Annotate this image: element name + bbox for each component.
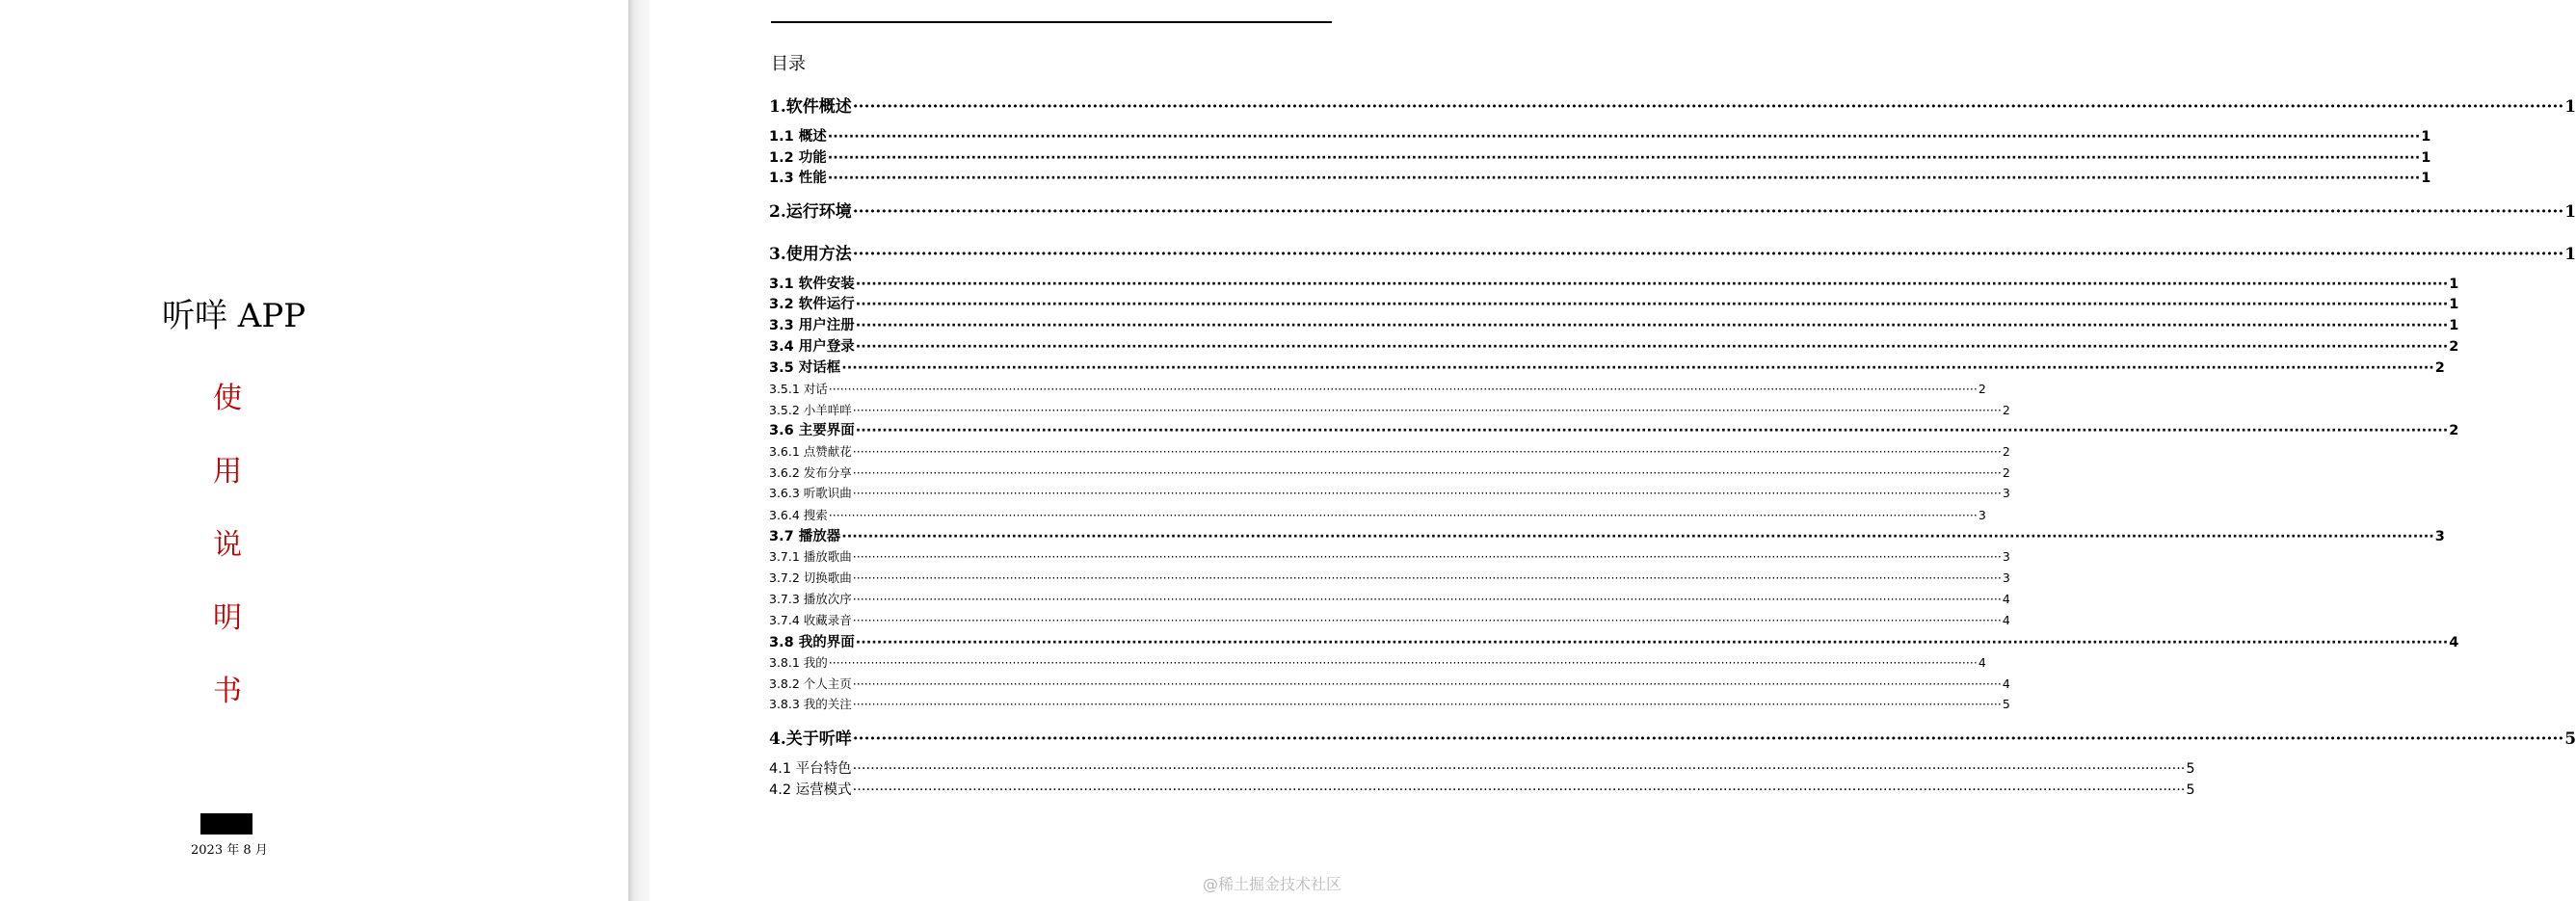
cover-page — [0, 0, 628, 901]
toc-leader-dots: ············································································································································································································································································································ — [855, 297, 2449, 312]
toc-entry-label: 3.使用方法 — [769, 245, 852, 264]
page-gutter — [628, 0, 650, 901]
toc-entry[interactable] — [769, 611, 2010, 628]
toc-leader-dots: ············································································································································································································································································································ — [855, 318, 2449, 333]
toc-entry[interactable] — [769, 401, 2010, 418]
toc-entry[interactable] — [769, 380, 1986, 397]
toc-entry-label: 3.5.1 对话 — [769, 382, 828, 396]
toc-entry-page: 3 — [2002, 549, 2010, 564]
toc-entry-page: 4 — [2002, 613, 2010, 627]
toc-page — [650, 0, 2576, 901]
cover-subtitle-char: 书 — [213, 675, 242, 708]
toc-entry-label: 3.6.3 听歌识曲 — [769, 486, 852, 500]
toc-entry-label: 3.7.4 收藏录音 — [769, 613, 852, 627]
toc-entry-label: 4.1 平台特色 — [769, 761, 852, 777]
toc-entry[interactable] — [769, 293, 2459, 313]
toc-entry-page: 1 — [2449, 277, 2459, 292]
toc-entry-page: 3 — [2434, 529, 2445, 544]
toc-leader-dots: ············································································································································································································································································································ — [855, 277, 2449, 292]
toc-entry-label: 1.2 功能 — [769, 150, 827, 166]
toc-leader-dots: ············································································································································································································································································································ — [855, 635, 2449, 650]
toc-entry[interactable] — [769, 779, 2195, 799]
toc-entry[interactable] — [769, 167, 2431, 187]
toc-entry[interactable] — [769, 419, 2459, 439]
toc-leader-dots: ············································································································································································································································································································ — [852, 782, 2186, 798]
toc-entry-label: 3.7 播放器 — [769, 529, 841, 544]
toc-entry-page: 4 — [2002, 592, 2010, 606]
toc-entry[interactable] — [769, 675, 2010, 692]
toc-entry[interactable] — [769, 653, 1986, 671]
toc-entry[interactable] — [769, 725, 2576, 749]
toc-entry-page: 2 — [1978, 382, 1986, 396]
toc-entry-page: 3 — [1978, 508, 1986, 522]
header-rule — [771, 21, 1332, 23]
toc-leader-dots: ············································································································································································································································································································ — [852, 613, 2002, 627]
toc-entry-page: 4 — [2002, 676, 2010, 691]
toc-entry-page: 1 — [2564, 97, 2576, 117]
toc-entry-label: 3.6.2 发布分享 — [769, 465, 852, 480]
toc-entry-label: 3.5.2 小羊咩咩 — [769, 403, 852, 417]
cover-date: 2023 年 8 月 — [191, 843, 268, 858]
toc-entry[interactable] — [769, 464, 2010, 481]
toc-entry-page: 3 — [2002, 570, 2010, 585]
toc-entry[interactable] — [769, 335, 2459, 356]
toc-entry-label: 3.7.1 播放歌曲 — [769, 549, 852, 564]
toc-entry-page: 4 — [2449, 635, 2459, 650]
toc-entry-page: 1 — [2421, 171, 2431, 186]
toc-entry-page: 1 — [2421, 129, 2431, 145]
toc-entry-page: 5 — [2564, 729, 2576, 749]
toc-leader-dots: ············································································································································································································································································································ — [828, 382, 1978, 396]
toc-entry[interactable] — [769, 547, 2010, 565]
toc-leader-dots: ············································································································································································································································································································ — [852, 444, 2002, 459]
watermark: @稀土掘金技术社区 — [1202, 875, 1341, 893]
toc-entry-page: 2 — [2434, 360, 2445, 376]
toc-entry-label: 3.6.4 搜索 — [769, 508, 828, 522]
cover-subtitle-char: 说 — [213, 528, 242, 562]
toc-entry-page: 1 — [2421, 150, 2431, 166]
toc-entry[interactable] — [769, 525, 2445, 545]
toc-entry-page: 2 — [2449, 339, 2459, 355]
toc-leader-dots: ············································································································································································································································································································ — [841, 529, 2434, 544]
toc-leader-dots: ············································································································································································································································································································ — [841, 360, 2434, 376]
toc-leader-dots: ············································································································································································································································································································ — [852, 697, 2002, 711]
toc-entry-page: 5 — [2186, 782, 2195, 798]
toc-entry-page: 5 — [2186, 761, 2195, 777]
toc-entry[interactable] — [769, 93, 2576, 117]
toc-leader-dots: ············································································································································································································································································································ — [827, 150, 2421, 166]
toc-entry[interactable] — [769, 590, 2010, 607]
toc-heading: 目录 — [771, 54, 806, 74]
toc-entry-label: 3.7.2 切换歌曲 — [769, 570, 852, 585]
toc-entry[interactable] — [769, 198, 2576, 222]
toc-leader-dots: ············································································································································································································································································································ — [852, 202, 2564, 222]
toc-leader-dots: ············································································································································································································································································································ — [852, 486, 2002, 500]
toc-entry-label: 1.软件概述 — [769, 97, 852, 117]
toc-leader-dots: ············································································································································································································································································································ — [827, 171, 2421, 186]
toc-leader-dots: ············································································································································································································································································································ — [852, 592, 2002, 606]
toc-entry-label: 3.4 用户登录 — [769, 339, 855, 355]
toc-entry-label: 3.6.1 点赞献花 — [769, 444, 852, 459]
toc-entry[interactable] — [769, 484, 2010, 501]
cover-title: 听咩 APP — [162, 297, 306, 335]
cover-subtitle-char: 使 — [213, 382, 242, 415]
toc-entry[interactable] — [769, 125, 2431, 146]
toc-entry-page: 4 — [1978, 655, 1986, 670]
toc-entry-label: 1.1 概述 — [769, 129, 827, 145]
toc-leader-dots: ············································································································································································································································································································ — [852, 245, 2564, 264]
toc-leader-dots: ············································································································································································································································································································ — [852, 549, 2002, 564]
toc-entry[interactable] — [769, 314, 2459, 334]
redaction-block — [200, 813, 252, 835]
toc-entry-page: 3 — [2002, 486, 2010, 500]
toc-entry-label: 2.运行环境 — [769, 202, 852, 222]
cover-subtitle-char: 明 — [213, 601, 242, 635]
toc-leader-dots: ············································································································································································································································································································ — [852, 676, 2002, 691]
toc-entry[interactable] — [769, 240, 2576, 264]
toc-entry-label: 3.3 用户注册 — [769, 318, 855, 333]
toc-entry[interactable] — [769, 442, 2010, 460]
toc-entry-label: 1.3 性能 — [769, 171, 827, 186]
toc-leader-dots: ············································································································································································································································································································ — [855, 339, 2449, 355]
toc-leader-dots: ············································································································································································································································································································ — [852, 97, 2564, 117]
toc-entry-label: 3.8.3 我的关注 — [769, 697, 852, 711]
toc-entry-label: 3.8.2 个人主页 — [769, 676, 852, 691]
toc-entry-label: 3.8 我的界面 — [769, 635, 855, 650]
toc-entry-label: 3.2 软件运行 — [769, 297, 855, 312]
toc-entry[interactable] — [769, 146, 2431, 167]
toc-entry[interactable] — [769, 757, 2195, 778]
toc-entry-label: 3.7.3 播放次序 — [769, 592, 852, 606]
toc-entry[interactable] — [769, 695, 2010, 712]
toc-entry-page: 2 — [2002, 465, 2010, 480]
toc-leader-dots: ············································································································································································································································································································ — [828, 655, 1978, 670]
toc-entry-label: 3.6 主要界面 — [769, 423, 855, 438]
toc-entry-page: 5 — [2002, 697, 2010, 711]
toc-leader-dots: ············································································································································································································································································································ — [855, 423, 2449, 438]
toc-leader-dots: ············································································································································································································································································································ — [852, 761, 2186, 777]
toc-leader-dots: ············································································································································································································································································································ — [852, 403, 2002, 417]
toc-leader-dots: ············································································································································································································································································································ — [852, 465, 2002, 480]
toc-entry[interactable] — [769, 357, 2445, 377]
toc-leader-dots: ············································································································································································································································································································ — [828, 508, 1978, 522]
toc-entry-page: 2 — [2002, 444, 2010, 459]
toc-entry-page: 1 — [2449, 297, 2459, 312]
toc-entry-label: 3.5 对话框 — [769, 360, 841, 376]
toc-entry-page: 1 — [2564, 245, 2576, 264]
toc-leader-dots: ············································································································································································································································································································ — [827, 129, 2421, 145]
toc-entry-label: 3.8.1 我的 — [769, 655, 828, 670]
toc-entry-label: 4.2 运营模式 — [769, 782, 852, 798]
toc-entry[interactable] — [769, 506, 1986, 523]
toc-entry-label: 3.1 软件安装 — [769, 277, 855, 292]
toc-entry-page: 1 — [2564, 202, 2576, 222]
toc-entry-label: 4.关于听咩 — [769, 729, 852, 749]
toc-entry-page: 2 — [2449, 423, 2459, 438]
toc-entry-page: 1 — [2449, 318, 2459, 333]
cover-subtitle-char: 用 — [213, 455, 242, 489]
toc-leader-dots: ············································································································································································································································································································ — [852, 570, 2002, 585]
toc-leader-dots: ············································································································································································································································································································ — [852, 729, 2564, 749]
toc-entry[interactable] — [769, 569, 2010, 586]
toc-entry-page: 2 — [2002, 403, 2010, 417]
toc-entry[interactable] — [769, 273, 2459, 293]
toc-entry[interactable] — [769, 631, 2459, 651]
